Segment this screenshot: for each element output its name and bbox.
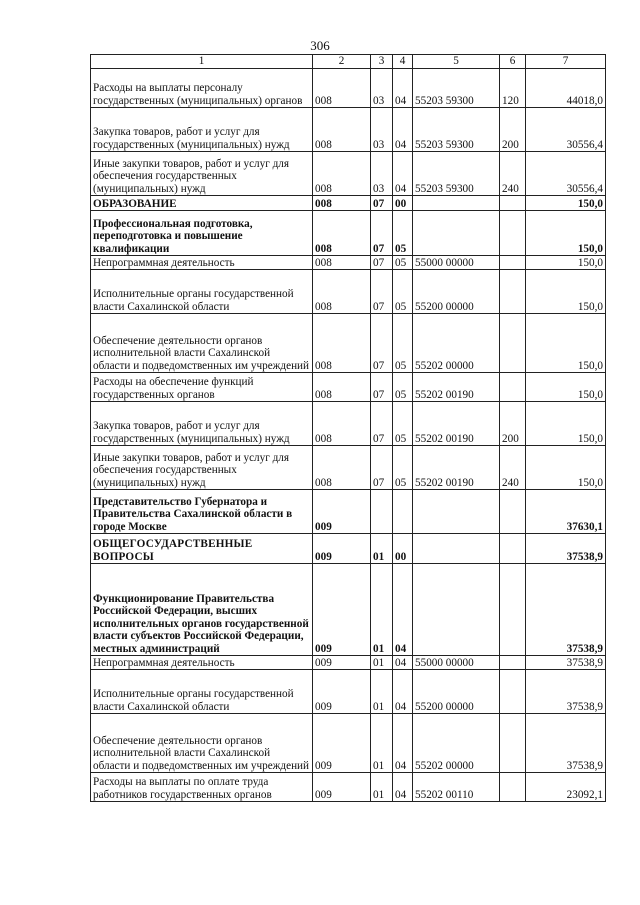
table-row (91, 446, 606, 490)
header-cell: 2 (313, 55, 371, 69)
header-cell: 3 (371, 55, 393, 69)
row-rz: 07 (371, 270, 393, 314)
table-row (91, 211, 606, 256)
row-vr (500, 270, 526, 314)
row-rz: 07 (371, 314, 393, 373)
row-ved: 008 (313, 69, 371, 108)
row-name: Обеспечение деятельности органов исполнительной власти Сахалинской области и подведомственных им учреждений (91, 714, 313, 773)
row-amount: 150,0 (526, 314, 606, 373)
row-amount: 150,0 (526, 373, 606, 402)
row-pr: 00 (393, 196, 413, 211)
row-csr: 55203 59300 (413, 69, 500, 108)
row-pr: 05 (393, 373, 413, 402)
row-ved: 008 (313, 373, 371, 402)
table-row (91, 564, 606, 656)
table-row (91, 108, 606, 152)
row-pr: 04 (393, 670, 413, 714)
row-vr (500, 670, 526, 714)
row-amount: 150,0 (526, 270, 606, 314)
row-csr (413, 490, 500, 534)
row-name: Расходы на выплаты по оплате труда работников государственных органов (91, 773, 313, 802)
row-rz: 01 (371, 564, 393, 656)
row-csr: 55202 00190 (413, 402, 500, 446)
row-ved: 009 (313, 670, 371, 714)
budget-table (90, 54, 606, 802)
row-vr: 200 (500, 108, 526, 152)
row-pr: 00 (393, 534, 413, 564)
row-pr: 05 (393, 446, 413, 490)
row-pr: 04 (393, 773, 413, 802)
row-amount: 37538,9 (526, 714, 606, 773)
row-ved: 009 (313, 534, 371, 564)
row-ved: 008 (313, 196, 371, 211)
row-vr: 120 (500, 69, 526, 108)
row-vr: 240 (500, 152, 526, 196)
row-ved: 008 (313, 446, 371, 490)
row-vr (500, 196, 526, 211)
row-csr (413, 534, 500, 564)
row-rz: 01 (371, 714, 393, 773)
row-rz: 01 (371, 670, 393, 714)
header-cell: 6 (500, 55, 526, 69)
row-amount: 150,0 (526, 446, 606, 490)
row-amount: 150,0 (526, 256, 606, 270)
row-rz: 03 (371, 152, 393, 196)
row-vr (500, 256, 526, 270)
row-amount: 37538,9 (526, 656, 606, 670)
row-amount: 30556,4 (526, 108, 606, 152)
row-pr: 04 (393, 714, 413, 773)
row-rz: 01 (371, 534, 393, 564)
row-csr: 55202 00190 (413, 373, 500, 402)
row-name: Закупка товаров, работ и услуг для государственных (муниципальных) нужд (91, 108, 313, 152)
row-name: Исполнительные органы государственной власти Сахалинской области (91, 670, 313, 714)
row-vr (500, 314, 526, 373)
row-pr (393, 490, 413, 534)
row-csr: 55202 00000 (413, 314, 500, 373)
row-pr: 05 (393, 211, 413, 256)
table-row (91, 534, 606, 564)
row-rz: 07 (371, 446, 393, 490)
row-rz: 07 (371, 256, 393, 270)
row-vr (500, 211, 526, 256)
table-row (91, 256, 606, 270)
table-row (91, 270, 606, 314)
row-name: ОБРАЗОВАНИЕ (91, 196, 313, 211)
row-name: Функционирование Правительства Российской Федерации, высших исполнительных органов государственной власти субъектов Российской Федерации, местных администраций (91, 564, 313, 656)
row-pr: 05 (393, 402, 413, 446)
header-cell: 5 (413, 55, 500, 69)
header-cell: 1 (91, 55, 313, 69)
row-rz: 01 (371, 773, 393, 802)
row-ved: 008 (313, 314, 371, 373)
row-vr: 240 (500, 446, 526, 490)
row-pr: 04 (393, 564, 413, 656)
table-row (91, 196, 606, 211)
row-csr: 55202 00190 (413, 446, 500, 490)
row-csr: 55000 00000 (413, 256, 500, 270)
row-csr: 55203 59300 (413, 152, 500, 196)
row-rz: 07 (371, 211, 393, 256)
table-row (91, 373, 606, 402)
row-name: Представительство Губернатора и Правительства Сахалинской области в городе Москве (91, 490, 313, 534)
row-rz (371, 490, 393, 534)
table-row (91, 402, 606, 446)
row-rz: 03 (371, 69, 393, 108)
row-csr: 55202 00000 (413, 714, 500, 773)
row-csr: 55200 00000 (413, 270, 500, 314)
row-amount: 30556,4 (526, 152, 606, 196)
row-amount: 150,0 (526, 211, 606, 256)
row-name: Расходы на обеспечение функций государственных органов (91, 373, 313, 402)
row-amount: 37538,9 (526, 534, 606, 564)
row-csr: 55203 59300 (413, 108, 500, 152)
row-ved: 009 (313, 656, 371, 670)
row-csr: 55200 00000 (413, 670, 500, 714)
row-ved: 008 (313, 270, 371, 314)
row-csr (413, 211, 500, 256)
row-vr: 200 (500, 402, 526, 446)
header-cell: 4 (393, 55, 413, 69)
row-vr (500, 656, 526, 670)
row-amount: 44018,0 (526, 69, 606, 108)
row-name: ОБЩЕГОСУДАРСТВЕННЫЕ ВОПРОСЫ (91, 534, 313, 564)
table-header-row (91, 55, 606, 69)
row-csr: 55202 00110 (413, 773, 500, 802)
row-vr (500, 534, 526, 564)
row-name: Расходы на выплаты персоналу государственных (муниципальных) органов (91, 69, 313, 108)
row-ved: 009 (313, 714, 371, 773)
table-row (91, 670, 606, 714)
table-row (91, 490, 606, 534)
row-rz: 07 (371, 402, 393, 446)
row-vr (500, 564, 526, 656)
row-name: Иные закупки товаров, работ и услуг для обеспечения государственных (муниципальных) нужд (91, 446, 313, 490)
row-rz: 07 (371, 196, 393, 211)
page-number: 306 (310, 38, 330, 53)
row-rz: 01 (371, 656, 393, 670)
row-rz: 07 (371, 373, 393, 402)
row-csr: 55000 00000 (413, 656, 500, 670)
row-vr (500, 490, 526, 534)
row-ved: 009 (313, 490, 371, 534)
row-amount: 37538,9 (526, 564, 606, 656)
row-pr: 04 (393, 69, 413, 108)
header-cell: 7 (526, 55, 606, 69)
table-row (91, 314, 606, 373)
table-row (91, 656, 606, 670)
row-amount: 150,0 (526, 402, 606, 446)
row-ved: 008 (313, 211, 371, 256)
row-pr: 05 (393, 270, 413, 314)
table-row (91, 773, 606, 802)
row-name: Непрограммная деятельность (91, 256, 313, 270)
row-name: Обеспечение деятельности органов исполнительной власти Сахалинской области и подведомственных им учреждений (91, 314, 313, 373)
row-pr: 05 (393, 314, 413, 373)
row-pr: 05 (393, 256, 413, 270)
table-row (91, 69, 606, 108)
row-name: Иные закупки товаров, работ и услуг для обеспечения государственных (муниципальных) нужд (91, 152, 313, 196)
row-pr: 04 (393, 656, 413, 670)
row-ved: 009 (313, 773, 371, 802)
row-vr (500, 773, 526, 802)
row-name: Профессиональная подготовка, переподготовка и повышение квалификации (91, 211, 313, 256)
row-csr (413, 196, 500, 211)
row-ved: 009 (313, 564, 371, 656)
row-pr: 04 (393, 152, 413, 196)
row-vr (500, 714, 526, 773)
row-pr: 04 (393, 108, 413, 152)
row-name: Исполнительные органы государственной власти Сахалинской области (91, 270, 313, 314)
row-csr (413, 564, 500, 656)
row-vr (500, 373, 526, 402)
row-ved: 008 (313, 108, 371, 152)
row-name: Непрограммная деятельность (91, 656, 313, 670)
row-amount: 150,0 (526, 196, 606, 211)
row-amount: 37538,9 (526, 670, 606, 714)
row-amount: 37630,1 (526, 490, 606, 534)
row-ved: 008 (313, 152, 371, 196)
row-rz: 03 (371, 108, 393, 152)
row-amount: 23092,1 (526, 773, 606, 802)
row-ved: 008 (313, 256, 371, 270)
row-ved: 008 (313, 402, 371, 446)
table-row (91, 714, 606, 773)
table-row (91, 152, 606, 196)
row-name: Закупка товаров, работ и услуг для государственных (муниципальных) нужд (91, 402, 313, 446)
